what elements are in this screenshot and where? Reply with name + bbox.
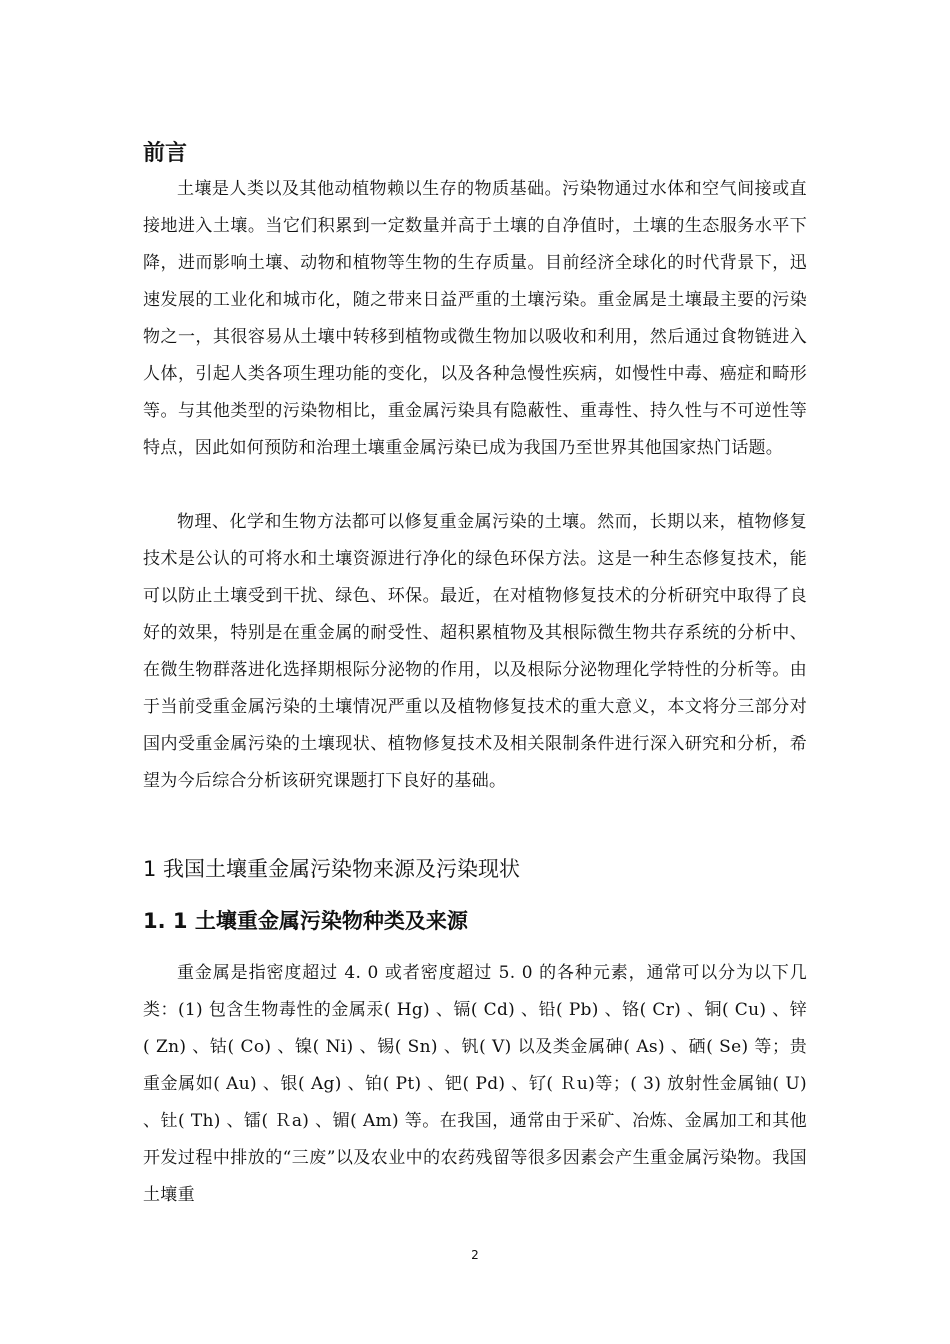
paragraph-heavy-metals: 重金属是指密度超过 4. 0 或者密度超过 5. 0 的各种元素，通常可以分为以下几类：(1) 包含生物毒性的金属汞( Hg) 、镉( Cd) 、铅( Pb) 、铬( Cr) 、铜( Cu) 、锌( Zn) 、钴( Co) 、镍( Ni) 、锡( Sn) 、钒( V) 以及类金属砷( As) 、硒( Se) 等；贵重金属如( Au) 、银( Ag) 、铂( Pt) 、钯( Pd) 、钌( Ｒu)等；( 3) 放射性金属铀( U) 、钍( Th) 、镭( Ｒa) 、镅( Am) 等。在我国，通常由于采矿、冶炼、金属加工和其他开发过程中排放的“三废”以及农业中的农药残留等很多因素会产生重金属污染物。我国土壤重 <box>143 963 807 1205</box>
section-heading-1: 1 我国土壤重金属污染物来源及污染现状 <box>143 857 521 881</box>
subsection-heading-1-1: 1. 1 土壤重金属污染物种类及来源 <box>143 909 468 933</box>
paragraph-intro-2: 物理、化学和生物方法都可以修复重金属污染的土壤。然而，长期以来，植物修复技术是公认的可将水和土壤资源进行净化的绿色环保方法。这是一种生态修复技术，能可以防止土壤受到干扰、绿色、环保。最近，在对植物修复技术的分析研究中取得了良好的效果，特别是在重金属的耐受性、超积累植物及其根际微生物共存系统的分析中、在微生物群落进化选择期根际分泌物的作用，以及根际分泌物理化学特性的分析等。由于当前受重金属污染的土壤情况严重以及植物修复技术的重大意义，本文将分三部分对国内受重金属污染的土壤现状、植物修复技术及相关限制条件进行深入研究和分析，希望为今后综合分析该研究课题打下良好的基础。 <box>143 512 807 791</box>
page-number: 2 <box>471 1248 479 1262</box>
paragraph-intro-1: 土壤是人类以及其他动植物赖以生存的物质基础。污染物通过水体和空气间接或直接地进入土壤。当它们积累到一定数量并高于土壤的自净值时，土壤的生态服务水平下降，进而影响土壤、动物和植物等生物的生存质量。目前经济全球化的时代背景下，迅速发展的工业化和城市化，随之带来日益严重的土壤污染。重金属是土壤最主要的污染物之一，其很容易从土壤中转移到植物或微生物加以吸收和利用，然后通过食物链进入人体，引起人类各项生理功能的变化，以及各种急慢性疾病，如慢性中毒、癌症和畸形等。与其他类型的污染物相比，重金属污染具有隐蔽性、重毒性、持久性与不可逆性等特点，因此如何预防和治理土壤重金属污染已成为我国乃至世界其他国家热门话题。 <box>143 179 807 458</box>
preface-heading: 前言 <box>143 141 188 166</box>
